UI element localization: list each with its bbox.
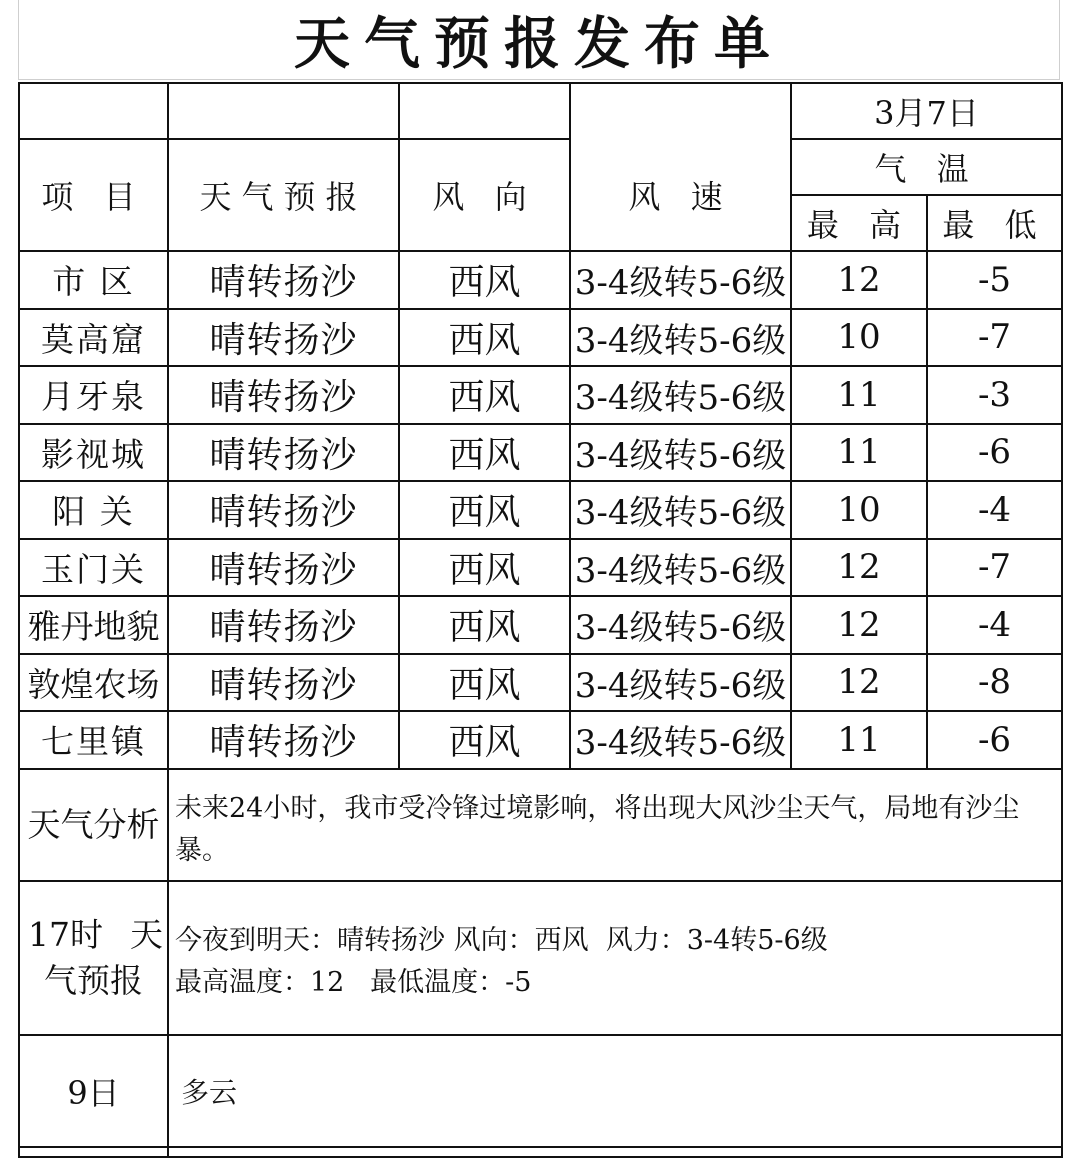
row-wind-direction: 西风 [399,251,570,309]
row-wind-direction: 西风 [399,366,570,424]
row-location: 莫高窟 [19,309,168,367]
forecast17-line2: 最高温度：12 最低温度：-5 [175,966,532,998]
row-wind-speed: 3-4级转5-6级 [570,309,791,367]
table-row [19,424,1062,482]
blank-cell [19,83,168,139]
table-row [19,481,1062,539]
blank-cell [19,1147,168,1157]
row-low-temp: -7 [927,539,1062,597]
row-forecast: 晴转扬沙 [168,309,399,367]
row-wind-speed: 3-4级转5-6级 [570,481,791,539]
row-high-temp: 11 [791,711,927,769]
blank-cell [168,83,399,139]
forecast-table [18,82,1063,1158]
row-wind-direction: 西风 [399,309,570,367]
row-high-temp: 12 [791,539,927,597]
row-wind-speed: 3-4级转5-6级 [570,366,791,424]
row-wind-speed: 3-4级转5-6级 [570,711,791,769]
row-high-temp: 10 [791,309,927,367]
row-low-temp: -4 [927,481,1062,539]
day9-label: 9日 [19,1035,168,1147]
header-forecast: 天气预报 [168,139,399,251]
header-wind-direction: 风 向 [399,139,570,251]
blank-cell [570,83,791,139]
row-forecast: 晴转扬沙 [168,481,399,539]
row-wind-speed: 3-4级转5-6级 [570,654,791,712]
row-forecast: 晴转扬沙 [168,596,399,654]
row-location: 阳 关 [19,481,168,539]
row-location: 市 区 [19,251,168,309]
row-low-temp: -7 [927,309,1062,367]
forecast17-label-b: 天 [130,914,163,954]
row-location: 七里镇 [19,711,168,769]
row-wind-speed: 3-4级转5-6级 [570,539,791,597]
row-wind-speed: 3-4级转5-6级 [570,424,791,482]
row-high-temp: 10 [791,481,927,539]
day9-text: 多云 [168,1035,1062,1147]
row-low-temp: -3 [927,366,1062,424]
header-high: 最 高 [791,195,927,251]
row-wind-direction: 西风 [399,424,570,482]
row-location: 玉门关 [19,539,168,597]
row-forecast: 晴转扬沙 [168,539,399,597]
table-row [19,366,1062,424]
row-high-temp: 12 [791,596,927,654]
row-low-temp: -6 [927,711,1062,769]
row-wind-speed: 3-4级转5-6级 [570,251,791,309]
page-title: 天气预报发布单 [18,0,1060,80]
header-low: 最 低 [927,195,1062,251]
row-forecast: 晴转扬沙 [168,424,399,482]
row-location: 敦煌农场 [19,654,168,712]
table-row [19,711,1062,769]
forecast17-text [168,881,1062,1035]
row-wind-speed: 3-4级转5-6级 [570,596,791,654]
forecast17-line1: 今夜到明天：晴转扬沙 风向：西风 风力：3-4转5-6级 [175,924,828,956]
header-wind-speed: 风 速 [570,139,791,251]
analysis-label: 天气分析 [19,769,168,881]
forecast17-label-c: 气预报 [44,960,143,1000]
table-row [19,251,1062,309]
row-wind-direction: 西风 [399,481,570,539]
table-row [19,596,1062,654]
row-wind-direction: 西风 [399,711,570,769]
header-item: 项 目 [19,139,168,251]
blank-cell [168,1147,1062,1157]
row-location: 影视城 [19,424,168,482]
forecast17-label [19,881,168,1035]
row-wind-direction: 西风 [399,596,570,654]
row-high-temp: 11 [791,424,927,482]
forecast17-label-a: 17时 [28,914,103,954]
table-row [19,539,1062,597]
row-forecast: 晴转扬沙 [168,711,399,769]
row-forecast: 晴转扬沙 [168,654,399,712]
table-row [19,309,1062,367]
analysis-text: 未来24小时，我市受冷锋过境影响，将出现大风沙尘天气，局地有沙尘暴。 [168,769,1062,881]
header-temperature: 气 温 [791,139,1062,195]
row-wind-direction: 西风 [399,539,570,597]
row-high-temp: 11 [791,366,927,424]
row-forecast: 晴转扬沙 [168,366,399,424]
row-high-temp: 12 [791,251,927,309]
row-wind-direction: 西风 [399,654,570,712]
date-cell: 3月7日 [791,83,1062,139]
row-low-temp: -4 [927,596,1062,654]
blank-cell [399,83,570,139]
row-location: 雅丹地貌 [19,596,168,654]
table-row [19,654,1062,712]
row-high-temp: 12 [791,654,927,712]
row-location: 月牙泉 [19,366,168,424]
row-low-temp: -5 [927,251,1062,309]
row-low-temp: -8 [927,654,1062,712]
row-low-temp: -6 [927,424,1062,482]
row-forecast: 晴转扬沙 [168,251,399,309]
